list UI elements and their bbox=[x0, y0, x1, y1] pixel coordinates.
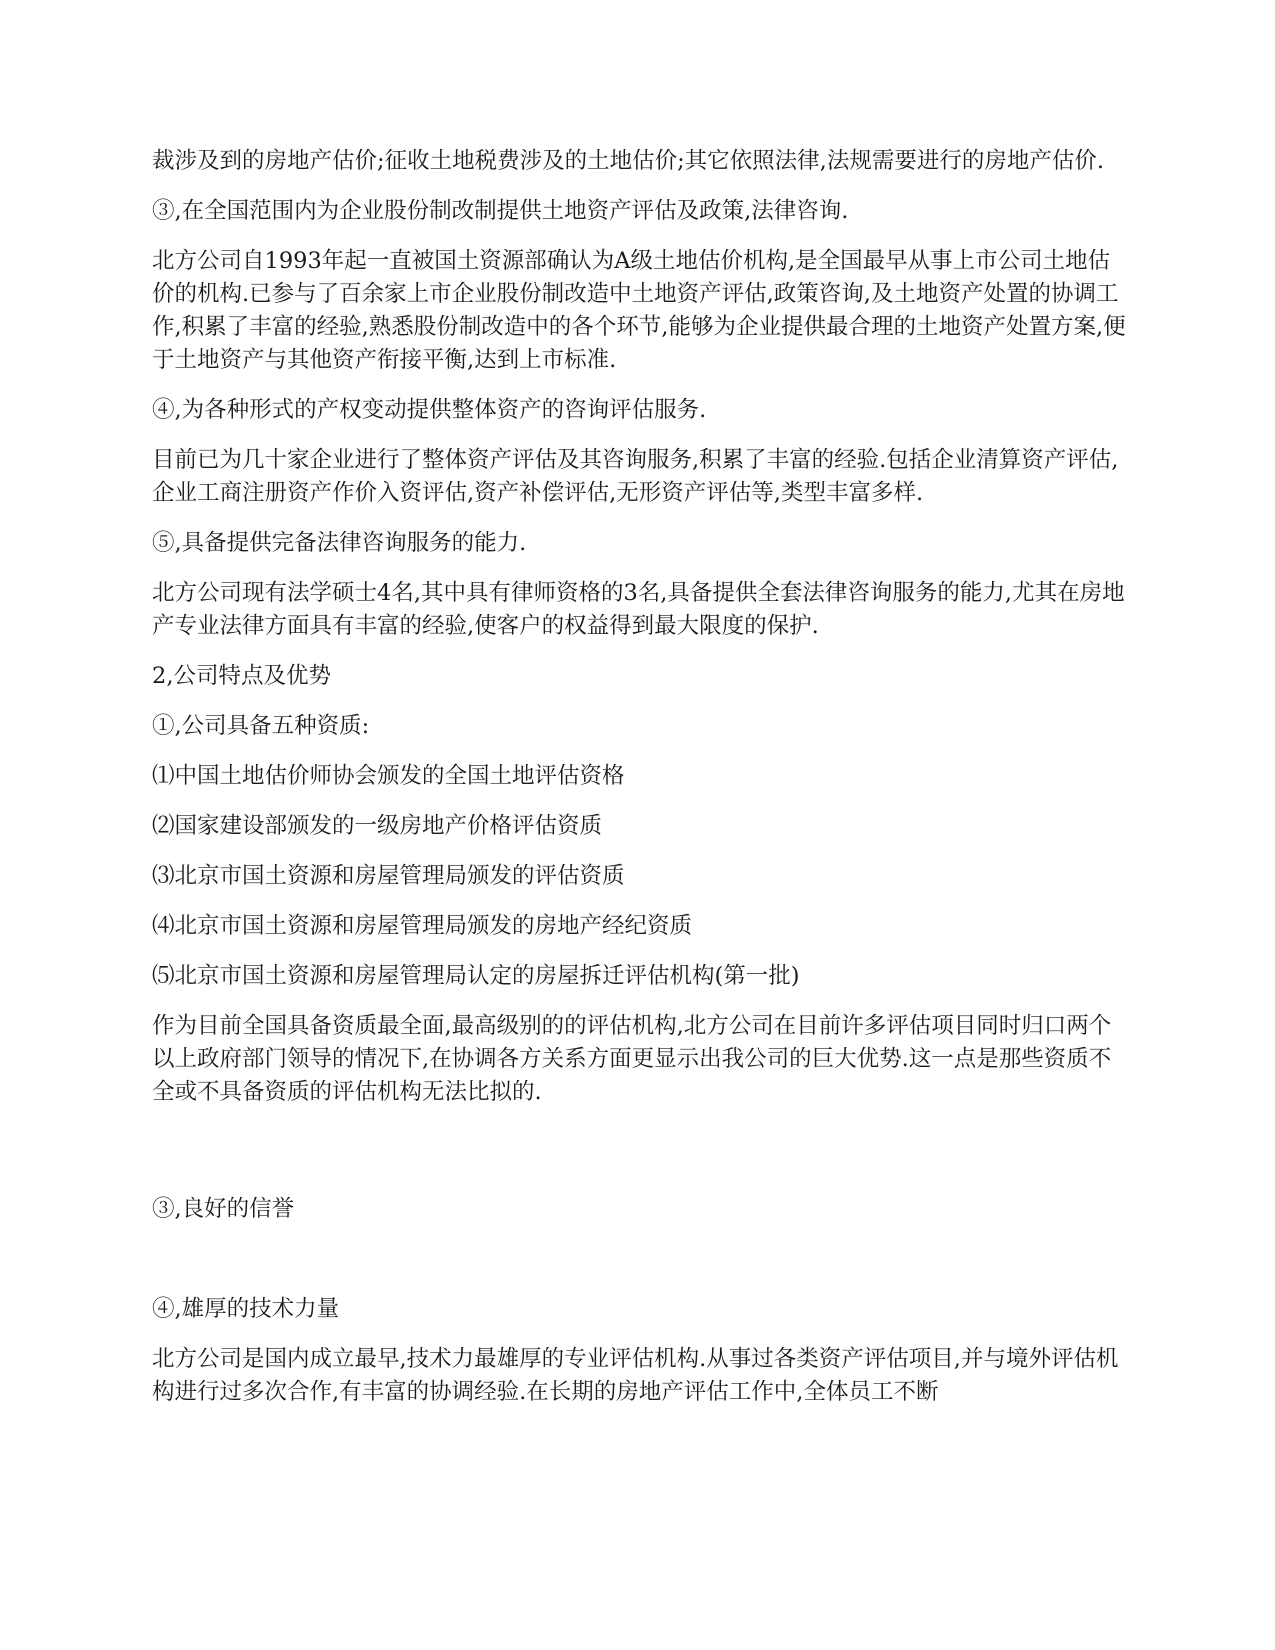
paragraph-3: 北方公司自1993年起一直被国土资源部确认为A级土地估价机构,是全国最早从事上市公司土地估价的机构.已参与了百余家上市企业股份制改造中土地资产评估,政策咨询,及土地资产处置的协调工作,积累了丰富的经验,熟悉股份制改造中的各个环节,能够为企业提供最合理的土地资产处置方案,便于土地资产与其他资产衔接平衡,达到上市标准. bbox=[152, 248, 1126, 373]
technical-strength-heading: ④,雄厚的技术力量 bbox=[152, 1296, 340, 1322]
document-page bbox=[152, 145, 1127, 1409]
paragraph-18: 北方公司是国内成立最早,技术力最雄厚的专业评估机构.从事过各类资产评估项目,并与境外评估机构进行过多次合作,有丰富的协调经验.在长期的房地产评估工作中,全体员工不断 bbox=[152, 1346, 1119, 1405]
paragraph-15: 作为目前全国具备资质最全面,最高级别的的评估机构,北方公司在目前许多评估项目同时归口两个以上政府部门领导的情况下,在协调各方关系方面更显示出我公司的巨大优势.这一点是那些资质不全或不具备资质的评估机构无法比拟的. bbox=[152, 1013, 1112, 1105]
qualification-item-4: ⑷北京市国土资源和房屋管理局颁发的房地产经纪资质 bbox=[152, 913, 693, 939]
paragraph-7: 北方公司现有法学硕士4名,其中具有律师资格的3名,具备提供全套法律咨询服务的能力,尤其在房地产专业法律方面具有丰富的经验,使客户的权益得到最大限度的保护. bbox=[152, 580, 1125, 639]
qualification-item-3: ⑶北京市国土资源和房屋管理局颁发的评估资质 bbox=[152, 863, 625, 889]
qualification-item-5: ⑸北京市国土资源和房屋管理局认定的房屋拆迁评估机构(第一批) bbox=[152, 963, 800, 989]
qualifications-heading: ①,公司具备五种资质: bbox=[152, 713, 370, 739]
item-3-heading: ③,在全国范围内为企业股份制改制提供土地资产评估及政策,法律咨询. bbox=[152, 198, 849, 224]
qualification-item-2: ⑵国家建设部颁发的一级房地产价格评估资质 bbox=[152, 813, 603, 839]
item-5-heading: ⑤,具备提供完备法律咨询服务的能力. bbox=[152, 530, 527, 556]
reputation-heading: ③,良好的信誉 bbox=[152, 1196, 295, 1222]
qualification-item-1: ⑴中国土地估价师协会颁发的全国土地评估资格 bbox=[152, 763, 625, 789]
paragraph-5: 目前已为几十家企业进行了整体资产评估及其咨询服务,积累了丰富的经验.包括企业清算资产评估,企业工商注册资产作价入资评估,资产补偿评估,无形资产评估等,类型丰富多样. bbox=[152, 447, 1119, 506]
section-heading: 2,公司特点及优势 bbox=[152, 663, 331, 689]
item-4-heading: ④,为各种形式的产权变动提供整体资产的咨询评估服务. bbox=[152, 397, 707, 423]
paragraph-1: 裁涉及到的房地产估价;征收土地税费涉及的土地估价;其它依照法律,法规需要进行的房地产估价. bbox=[152, 148, 1104, 174]
